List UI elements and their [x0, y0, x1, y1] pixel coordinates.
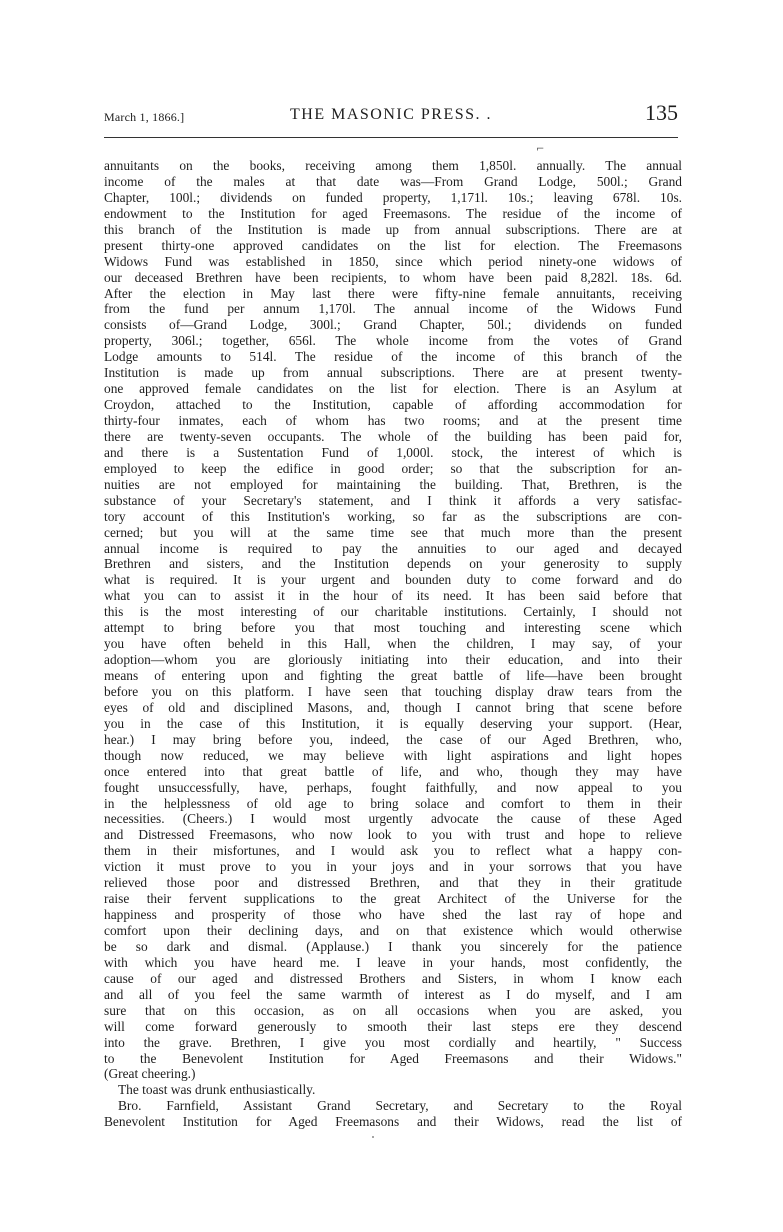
text-line: relieved those poor and distressed Brethren, and that they in their gratitude	[104, 875, 682, 891]
text-line: there are twenty-seven occupants. The whole of the building has been paid for,	[104, 428, 682, 444]
header-rule	[104, 137, 678, 138]
text-line: Brethren and sisters, and the Institution depends on your generosity to supply	[104, 556, 682, 572]
text-line: cerned; but you will at the same time see that much more than the present	[104, 524, 682, 540]
page-number: 135	[645, 100, 678, 125]
text-line: though now reduced, we may believe with light aspirations and light hopes	[104, 747, 682, 763]
text-line: what you can to assist it in the hour of its need. It has been said before that	[104, 588, 682, 604]
text-line: to the Benevolent Institution for Aged Freemasons and their Widows."	[104, 1050, 682, 1066]
text-line: you have often beheld in this Hall, when the children, I may say, of your	[104, 636, 682, 652]
text-line: happiness and prosperity of those who have shed the last ray of hope and	[104, 907, 682, 923]
text-line: you in the case of this Institution, it is equally deserving your support. (Hear,	[104, 715, 682, 731]
text-line: will come forward generously to smooth their last steps ere they descend	[104, 1018, 682, 1034]
text-line: fought unsuccessfully, have, perhaps, fought faithfully, and now appeal to you	[104, 779, 682, 795]
printer-mark: ⌐	[536, 144, 545, 155]
text-line: this branch of the Institution is made up from annual subscriptions. There are at	[104, 221, 682, 237]
text-line: Bro. Farnfield, Assistant Grand Secretary, and Secretary to the Royal	[118, 1098, 682, 1114]
text-line: and all of you feel the same warmth of interest as I do myself, and I am	[104, 986, 682, 1002]
text-line: means of entering upon and fighting the great battle of life—have been brought	[104, 668, 682, 683]
issue-date: March 1, 1866.]	[104, 110, 185, 124]
text-line: cause of our aged and distressed Brothers and Sisters, in whom I know each	[104, 970, 682, 986]
text-line: Widows Fund was established in 1850, since which period ninety-one widows of	[104, 253, 682, 269]
text-line: substance of your Secretary's statement, and I think it affords a very satisfac-	[104, 492, 682, 508]
text-line: Croydon, attached to the Institution, capable of affording accommodation for	[104, 397, 682, 413]
text-line: consists of—Grand Lodge, 300l.; Grand Chapter, 50l.; dividends on funded	[104, 317, 682, 333]
text-line: once entered into that great battle of life, and who, though they may have	[104, 763, 682, 779]
text-line: present thirty-one approved candidates on the list for election. The Freemasons	[104, 237, 682, 253]
text-line: attempt to bring before you that most touching and interesting scene which	[104, 620, 682, 636]
page-header	[104, 100, 678, 136]
text-line: After the election in May last there were fifty-nine female annuitants, receiving	[104, 285, 682, 301]
text-line: nuities are not employed for maintaining the building. That, Brethren, is the	[104, 476, 682, 492]
text-line: property, 306l.; together, 656l. The whole income from the votes of Grand	[104, 333, 682, 349]
text-line: comfort upon their declining days, and on that existence which would otherwise	[104, 923, 682, 938]
text-line: our deceased Brethren have been recipients, to whom have been paid 8,282l. 18s. 6d.	[104, 269, 682, 285]
text-line: hear.) I may bring before you, indeed, the case of our Aged Brethren, who,	[104, 731, 682, 747]
text-line: viction it must prove to you in your joys and in your sorrows that you have	[104, 859, 682, 875]
text-line: and there is a Sustentation Fund of 1,000l. stock, the interest of which is	[104, 444, 682, 460]
text-line: (Great cheering.)	[104, 1066, 196, 1082]
text-line: raise their fervent supplications to the great Architect of the Universe for the	[104, 891, 682, 907]
text-line: thirty-four inmates, each of whom has two rooms; and at the present time	[104, 413, 682, 428]
text-line: one approved female candidates on the list for election. There is an Asylum at	[104, 381, 682, 397]
article-body	[104, 158, 682, 1130]
text-line: this is the most interesting of our charitable institutions. Certainly, I should not	[104, 604, 682, 620]
text-line: endowment to the Institution for aged Freemasons. The residue of the income of	[104, 205, 682, 221]
text-line: adoption—whom you are gloriously initiating into their education, and into their	[104, 652, 682, 668]
text-line: what is required. It is your urgent and bounden duty to come forward and do	[104, 572, 682, 588]
text-line: them in their misfortunes, and I would ask you to reflect what a happy con-	[104, 843, 682, 859]
text-line: and Distressed Freemasons, who now look to you with trust and hope to relieve	[104, 827, 682, 843]
text-line: employed to keep the edifice in good order; so that the subscription for an-	[104, 460, 682, 476]
text-line: annuitants on the books, receiving among them 1,850l. annually. The annual	[104, 158, 682, 173]
text-line: before you on this platform. I have seen that touching display draw tears from the	[104, 683, 682, 699]
text-line: necessities. (Cheers.) I would most urgently advocate the cause of these Aged	[104, 811, 682, 827]
text-line: with which you have heard me. I leave in your hands, most confidently, the	[104, 954, 682, 970]
text-line: The toast was drunk enthusiastically.	[118, 1082, 316, 1098]
text-line: in the helplessness of old age to bring solace and comfort to them in their	[104, 795, 682, 811]
text-line: Chapter, 100l.; dividends on funded property, 1,171l. 10s.; leaving 678l. 10s.	[104, 189, 682, 205]
text-line: income of the males at that date was—From Grand Lodge, 500l.; Grand	[104, 173, 682, 189]
text-line: be so dark and dismal. (Applause.) I thank you sincerely for the patience	[104, 938, 682, 954]
page-speck	[372, 1136, 374, 1138]
text-line: annual income is required to pay the annuities to our aged and decayed	[104, 540, 682, 556]
text-line: eyes of old and disciplined Masons, and, though I cannot bring that scene before	[104, 699, 682, 715]
text-line: from the fund per annum 1,170l. The annual income of the Widows Fund	[104, 301, 682, 317]
text-line: Lodge amounts to 514l. The residue of the income of this branch of the	[104, 349, 682, 365]
text-line: into the grave. Brethren, I give you most cordially and heartily, " Success	[104, 1034, 682, 1050]
text-line: tory account of this Institution's working, so far as the subscriptions are con-	[104, 508, 682, 524]
text-line: sure that on this occasion, as on all occasions when you are asked, you	[104, 1002, 682, 1018]
text-line: Benevolent Institution for Aged Freemasons and their Widows, read the list of	[104, 1114, 682, 1130]
publication-title: THE MASONIC PRESS. .	[289, 106, 493, 123]
text-line: Institution is made up from annual subscriptions. There are at present twenty-	[104, 365, 682, 381]
